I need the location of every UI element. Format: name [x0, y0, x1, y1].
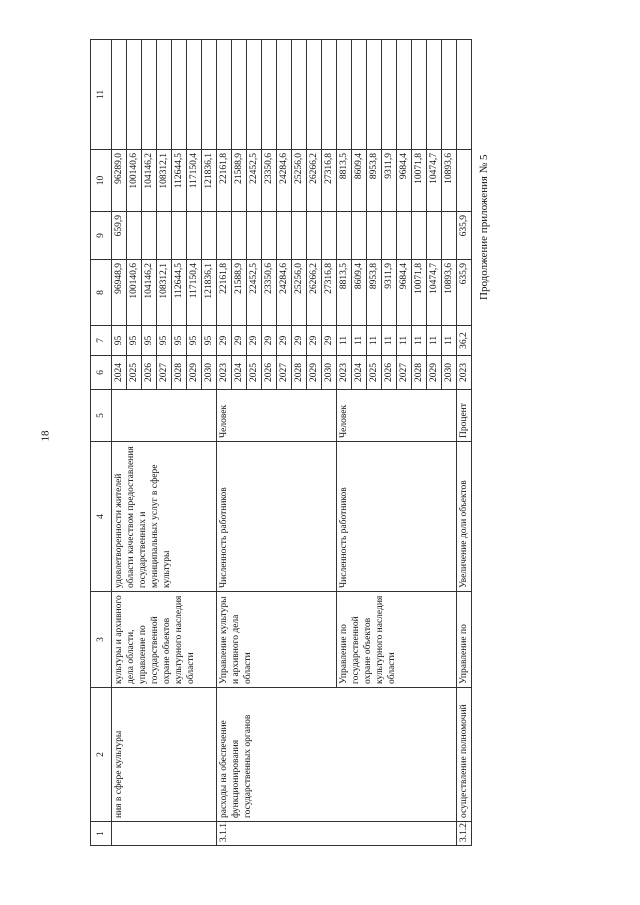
amount-total: 9311,9 — [382, 260, 397, 326]
amount-federal — [442, 212, 457, 260]
amount-regional: 27316,8 — [322, 150, 337, 212]
amount-federal — [307, 212, 322, 260]
year-cell: 2025 — [367, 356, 382, 390]
amount-federal — [262, 212, 277, 260]
indicator-value: 11 — [367, 326, 382, 356]
indicator-name: удовлетворенности жителей области качеством предоставления государственных и муниципальных услуг в сфере культуры — [112, 442, 217, 592]
year-cell: 2026 — [262, 356, 277, 390]
amount-total: 8813,5 — [337, 260, 352, 326]
amount-regional: 117150,4 — [187, 150, 202, 212]
indicator-value: 11 — [337, 326, 352, 356]
amount-federal: 635,9 — [457, 212, 472, 260]
indicator-value: 29 — [262, 326, 277, 356]
year-cell: 2028 — [172, 356, 187, 390]
year-cell: 2028 — [412, 356, 427, 390]
year-cell: 2023 — [337, 356, 352, 390]
responsible-executor: культуры и архивного дела области, управление по государственной охране объектов культурного наследия области — [112, 592, 217, 688]
amount-regional: 121836,1 — [202, 150, 217, 212]
amount-total: 24284,6 — [277, 260, 292, 326]
col-10-cell — [217, 40, 232, 150]
amount-total: 26266,2 — [307, 260, 322, 326]
table-row — [217, 40, 232, 846]
year-cell: 2030 — [442, 356, 457, 390]
amount-total: 9684,4 — [397, 260, 412, 326]
year-cell: 2027 — [157, 356, 172, 390]
year-cell: 2025 — [247, 356, 262, 390]
amount-total: 10893,6 — [442, 260, 457, 326]
amount-federal — [337, 212, 352, 260]
amount-regional: 10893,6 — [442, 150, 457, 212]
col-10-cell — [127, 40, 142, 150]
col-10-cell — [202, 40, 217, 150]
amount-regional — [457, 150, 472, 212]
header-cell: 9 — [91, 212, 112, 260]
year-cell: 2023 — [457, 356, 472, 390]
amount-total: 117150,4 — [187, 260, 202, 326]
number-cell: 3.1.1. — [217, 822, 457, 846]
amount-regional: 104146,2 — [142, 150, 157, 212]
year-cell: 2027 — [397, 356, 412, 390]
header-cell: 11 — [91, 40, 112, 150]
responsible-executor: Управление по — [457, 592, 472, 688]
amount-federal — [427, 212, 442, 260]
amount-regional: 8813,5 — [337, 150, 352, 212]
indicator-value: 11 — [352, 326, 367, 356]
col-10-cell — [142, 40, 157, 150]
responsible-executor: Управление культуры и архивного дела области — [217, 592, 337, 688]
table-body — [91, 40, 472, 846]
col-10-cell — [427, 40, 442, 150]
col-10-cell — [247, 40, 262, 150]
year-cell: 2024 — [232, 356, 247, 390]
table-row — [112, 40, 127, 846]
amount-total: 21588,9 — [232, 260, 247, 326]
indicator-name: Увеличение доли объектов — [457, 442, 472, 592]
indicator-name: Численность работников — [217, 442, 337, 592]
measure-name: расходы на обеспечение функционирования государственных органов — [217, 688, 457, 822]
amount-federal — [202, 212, 217, 260]
indicator-value: 29 — [247, 326, 262, 356]
unit-cell: Процент — [457, 390, 472, 442]
col-10-cell — [382, 40, 397, 150]
amount-total: 8609,4 — [352, 260, 367, 326]
year-cell: 2028 — [292, 356, 307, 390]
indicator-value: 95 — [172, 326, 187, 356]
header-cell: 8 — [91, 260, 112, 326]
amount-federal — [247, 212, 262, 260]
col-10-cell — [322, 40, 337, 150]
amount-regional: 9311,9 — [382, 150, 397, 212]
amount-total: 96948,9 — [112, 260, 127, 326]
header-cell: 1 — [91, 822, 112, 846]
amount-total: 121836,1 — [202, 260, 217, 326]
year-cell: 2023 — [217, 356, 232, 390]
col-10-cell — [337, 40, 352, 150]
indicator-value: 29 — [292, 326, 307, 356]
amount-federal — [232, 212, 247, 260]
header-cell: 3 — [91, 592, 112, 688]
col-10-cell — [112, 40, 127, 150]
amount-total: 22452,5 — [247, 260, 262, 326]
amount-regional: 22161,8 — [217, 150, 232, 212]
amount-federal — [292, 212, 307, 260]
amount-total: 10474,7 — [427, 260, 442, 326]
col-10-cell — [397, 40, 412, 150]
col-10-cell — [232, 40, 247, 150]
col-10-cell — [292, 40, 307, 150]
number-cell: 3.1.2. — [457, 822, 472, 846]
col-10-cell — [352, 40, 367, 150]
year-cell: 2029 — [307, 356, 322, 390]
indicator-value: 95 — [142, 326, 157, 356]
amount-regional: 10071,8 — [412, 150, 427, 212]
amount-regional: 8953,8 — [367, 150, 382, 212]
amount-total: 22161,8 — [217, 260, 232, 326]
indicator-value: 29 — [322, 326, 337, 356]
header-cell: 7 — [91, 326, 112, 356]
indicator-value: 95 — [127, 326, 142, 356]
amount-federal — [412, 212, 427, 260]
appendix-note: Продолжение приложения № 5 — [478, 154, 490, 300]
amount-total: 10071,8 — [412, 260, 427, 326]
year-cell: 2026 — [142, 356, 157, 390]
col-10-cell — [307, 40, 322, 150]
year-cell: 2025 — [127, 356, 142, 390]
page-number: 18 — [39, 430, 52, 442]
amount-regional: 25256,0 — [292, 150, 307, 212]
header-cell: 2 — [91, 688, 112, 822]
amount-federal — [277, 212, 292, 260]
indicator-value: 11 — [382, 326, 397, 356]
year-cell: 2027 — [277, 356, 292, 390]
number-cell — [112, 822, 217, 846]
amount-total: 23350,6 — [262, 260, 277, 326]
col-10-cell — [277, 40, 292, 150]
indicator-value: 36,2 — [457, 326, 472, 356]
amount-total: 8953,8 — [367, 260, 382, 326]
amount-total: 27316,8 — [322, 260, 337, 326]
amount-federal — [367, 212, 382, 260]
amount-total: 635,9 — [457, 260, 472, 326]
amount-federal — [142, 212, 157, 260]
measure-name: осуществление полномочий — [457, 688, 472, 822]
indicator-value: 11 — [427, 326, 442, 356]
amount-regional: 22452,5 — [247, 150, 262, 212]
unit-cell: Человек — [337, 390, 457, 442]
col-10-cell — [262, 40, 277, 150]
col-10-cell — [157, 40, 172, 150]
amount-regional: 9684,4 — [397, 150, 412, 212]
amount-federal — [187, 212, 202, 260]
header-cell: 6 — [91, 356, 112, 390]
indicator-value: 29 — [307, 326, 322, 356]
indicator-value: 95 — [112, 326, 127, 356]
indicator-value: 29 — [232, 326, 247, 356]
amount-regional: 8609,4 — [352, 150, 367, 212]
col-10-cell — [457, 40, 472, 150]
amount-regional: 23350,6 — [262, 150, 277, 212]
indicator-name: Численность работников — [337, 442, 457, 592]
col-10-cell — [187, 40, 202, 150]
measure-name: ния в сфере культуры — [112, 688, 217, 822]
amount-federal — [217, 212, 232, 260]
indicator-value: 95 — [187, 326, 202, 356]
indicator-value: 11 — [442, 326, 457, 356]
header-row — [91, 40, 112, 846]
year-cell: 2024 — [352, 356, 367, 390]
header-cell: 10 — [91, 150, 112, 212]
amount-federal — [157, 212, 172, 260]
main-table — [90, 39, 472, 846]
year-cell: 2030 — [322, 356, 337, 390]
col-10-cell — [442, 40, 457, 150]
amount-regional: 112644,5 — [172, 150, 187, 212]
amount-federal — [322, 212, 337, 260]
indicator-value: 95 — [202, 326, 217, 356]
indicator-value: 95 — [157, 326, 172, 356]
col-10-cell — [412, 40, 427, 150]
table-row — [457, 40, 472, 846]
amount-federal — [397, 212, 412, 260]
year-cell: 2029 — [187, 356, 202, 390]
indicator-value: 11 — [397, 326, 412, 356]
header-cell: 4 — [91, 442, 112, 592]
amount-total: 112644,5 — [172, 260, 187, 326]
indicator-value: 11 — [412, 326, 427, 356]
amount-federal — [382, 212, 397, 260]
amount-total: 108312,1 — [157, 260, 172, 326]
amount-total: 104146,2 — [142, 260, 157, 326]
amount-regional: 24284,6 — [277, 150, 292, 212]
amount-total: 100140,6 — [127, 260, 142, 326]
amount-regional: 100140,6 — [127, 150, 142, 212]
amount-federal — [127, 212, 142, 260]
amount-federal — [352, 212, 367, 260]
amount-total: 25256,0 — [292, 260, 307, 326]
indicator-value: 29 — [217, 326, 232, 356]
responsible-executor: Управление по государственной охране объектов культурного наследия области — [337, 592, 457, 688]
year-cell: 2029 — [427, 356, 442, 390]
year-cell: 2024 — [112, 356, 127, 390]
col-10-cell — [367, 40, 382, 150]
year-cell: 2026 — [382, 356, 397, 390]
header-cell: 5 — [91, 390, 112, 442]
amount-regional: 108312,1 — [157, 150, 172, 212]
year-cell: 2030 — [202, 356, 217, 390]
unit-cell: Человек — [217, 390, 337, 442]
amount-regional: 26266,2 — [307, 150, 322, 212]
unit-cell — [112, 390, 217, 442]
amount-regional: 96289,0 — [112, 150, 127, 212]
rotated-table-container — [90, 40, 602, 846]
indicator-value: 29 — [277, 326, 292, 356]
col-10-cell — [172, 40, 187, 150]
amount-regional: 21588,9 — [232, 150, 247, 212]
amount-federal: 659,9 — [112, 212, 127, 260]
amount-federal — [172, 212, 187, 260]
amount-regional: 10474,7 — [427, 150, 442, 212]
